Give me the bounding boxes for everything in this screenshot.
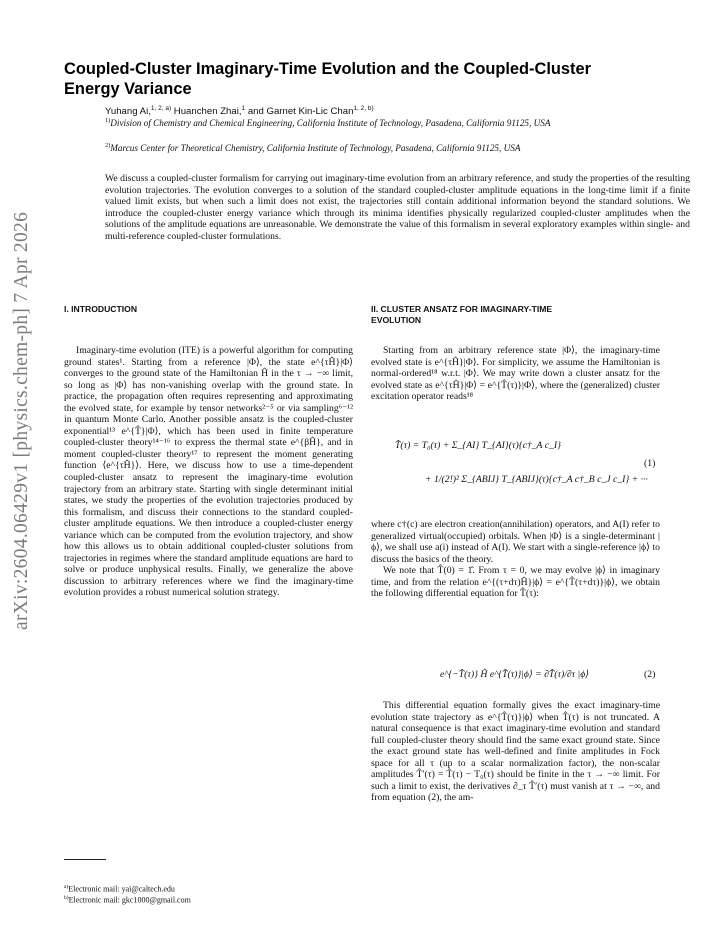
footnote-rule [64,859,106,860]
equation-1-line-1: T̂(τ) = T₀(τ) + Σ_{AI} T_{AI}(τ){c†_A c_I} [395,440,561,451]
section2-continuation [371,700,660,804]
arxiv-identifier: arXiv:2604.06429v1 [physics.chem-ph] 7 Apr 2026 [11,211,32,630]
section-heading-cluster-ansatz [371,304,552,326]
footnote-mark: b) [64,895,69,901]
abstract: We discuss a coupled-cluster formalism for carrying out imaginary-time evolution from an arbitrary reference, and study the properties of the resulting evolution trajectories. The evolution converges to a solution of the standard coupled-cluster amplitude equations in the long-time limit if a finite valued limit exists, but when such a limit does not exist, the trajectories still contain additional information beyond the standard solutions. We introduce the coupled-cluster energy variance which through its minima identifies physically regularized coupled-cluster amplitudes when the solutions of the amplitude equations are unreasonable. We demonstrate the value of this formalism in several exploratory examples within single- and multi-reference coupled-cluster formulations. [105,173,690,242]
paragraph: We note that T̂(0) = 1̂. From τ = 0, we may evolve |ϕ⟩ in imaginary time, and from the relation e^{(τ+dτ)Ĥ}|ϕ⟩ = e^{T̂(τ+dτ)}|ϕ⟩, we obtain the following differential equation for T̂(τ): [371,565,660,600]
paragraph: Starting from an arbitrary reference state |Φ⟩, the imaginary-time evolved state is e^{τĤ}|Φ⟩. For simplicity, we assume the Hamiltonian is normal-ordered¹⁸ w.r.t. |Φ⟩. We may write down a cluster ansatz for the evolved state as e^{τĤ}|Φ⟩ = e^{T̂(τ)}|Φ⟩, where the (generalized) cluster excitation operator reads¹⁸ [371,345,660,403]
heading-line: II. CLUSTER ANSATZ FOR IMAGINARY-TIME [371,304,553,314]
footnote-text: Electronic mail: gkc1000@gmail.com [68,895,191,905]
introduction-body [64,345,353,599]
heading-line: EVOLUTION [371,315,422,325]
equation-1-line-2: + 1/(2!)² Σ_{ABIJ} T_{ABIJ}(τ){c†_A c†_B c_J c_I} + ··· [425,474,648,485]
equation-number: (2) [644,669,656,680]
affiliation-mark: 1) [105,117,111,124]
author-name: Huanchen Zhai, [171,106,242,118]
paper-title [64,59,674,99]
paragraph: Imaginary-time evolution (ITE) is a powerful algorithm for computing ground states¹. Starting from a reference |Φ⟩, the state e^{τĤ}|Φ⟩ converges to the ground state of the Hamiltonian Ĥ in the τ → −∞ limit, so long as |Φ⟩ has non-vanishing overlap with the ground state. In practice, the propagation often requires representing and approximating the evolved state, for example by tensor networks²⁻⁵ or via sampling⁶⁻¹² in quantum Monte Carlo. Another possible ansatz is the coupled-cluster exponential¹³ e^{T̂}|Φ⟩, which has been used in finite temperature coupled-cluster theory¹⁴⁻¹⁶ to express the thermal state e^{βĤ}, and in moment coupled-cluster theory¹⁷ to represent the moment generating function ⟨e^{τĤ}⟩. Here, we discuss how to use a time-dependent coupled-cluster ansatz to represent the imaginary-time evolution trajectory from an arbitrary state. Starting with single determinant initial states, we study the properties of the evolution trajectories produced by this formalism, and discuss their connections to the standard coupled-cluster amplitude equations. We then introduce a coupled-cluster energy variance which can be computed from the evolution trajectory, and show how this allows us to obtain additional coupled-cluster solutions from trajectories in regimes where the standard amplitude equations are hard to solve or produce unphysical results. Finally, we generalize the above discussion to arbitrary references where we find the imaginary-time evolution provides a robust numerical solution strategy. [64,345,353,599]
author-affil-mark: 1, 2, a) [150,105,172,112]
affiliation [105,140,695,155]
author-name: Yuhang Ai, [105,106,151,118]
section2-body [371,519,660,600]
title-line-1: Coupled-Cluster Imaginary-Time Evolution and the Coupled-Cluster [64,60,591,78]
author-name: and Garnet Kin-Lic Chan [245,106,354,118]
paragraph: This differential equation formally gives the exact imaginary-time evolution state trajectory as e^{T̂(τ)}|ϕ⟩ when T̂(τ) is not truncated. A natural consequence is that exact imaginary-time evolution and standard full coupled-cluster theory should find the same exact ground state. Since the exact ground state has well-defined and finite amplitudes in Fock space for all τ (up to a scalar normalization factor), the non-scalar amplitudes T̂′(τ) = T̂(τ) − T₀(τ) should be finite in the τ → −∞ limit. For such a limit to exist, the derivatives ∂_τ T̂′(τ) must vanish at τ → −∞, and from equation (2), the am- [371,700,660,804]
affiliation [105,115,695,130]
section2-intro [371,345,660,403]
equation-2: e^{−T̂(τ)} Ĥ e^{T̂(τ)}|ϕ⟩ = ∂T̂(τ)/∂τ |ϕ⟩ [440,669,590,680]
author-affil-mark: 1, 2, b) [353,105,374,112]
title-line-2: Energy Variance [64,80,192,98]
equation-number: (1) [644,458,656,469]
author-affil-mark: 1 [241,105,246,112]
affiliation-text: Marcus Center for Theoretical Chemistry, California Institute of Technology, Pasadena, California 91125, USA [110,143,521,154]
footnote-text: Electronic mail: yai@caltech.edu [68,884,175,894]
footnote [64,893,191,906]
affiliation-text: Division of Chemistry and Chemical Engineering, California Institute of Technology, Pasadena, California 91125, USA [110,118,551,129]
section-heading-introduction: I. INTRODUCTION [64,304,138,314]
footnote-mark: a) [64,884,69,890]
paragraph: where c†(c) are electron creation(annihilation) operators, and A(I) refer to generalized virtual(occupied) orbitals. When |Φ⟩ is a single-determinant |ϕ⟩, we shall use a(i) instead of A(I). We start with a single-reference |ϕ⟩ to discuss the basics of the theory. [371,519,660,565]
affiliation-mark: 2) [105,142,111,149]
